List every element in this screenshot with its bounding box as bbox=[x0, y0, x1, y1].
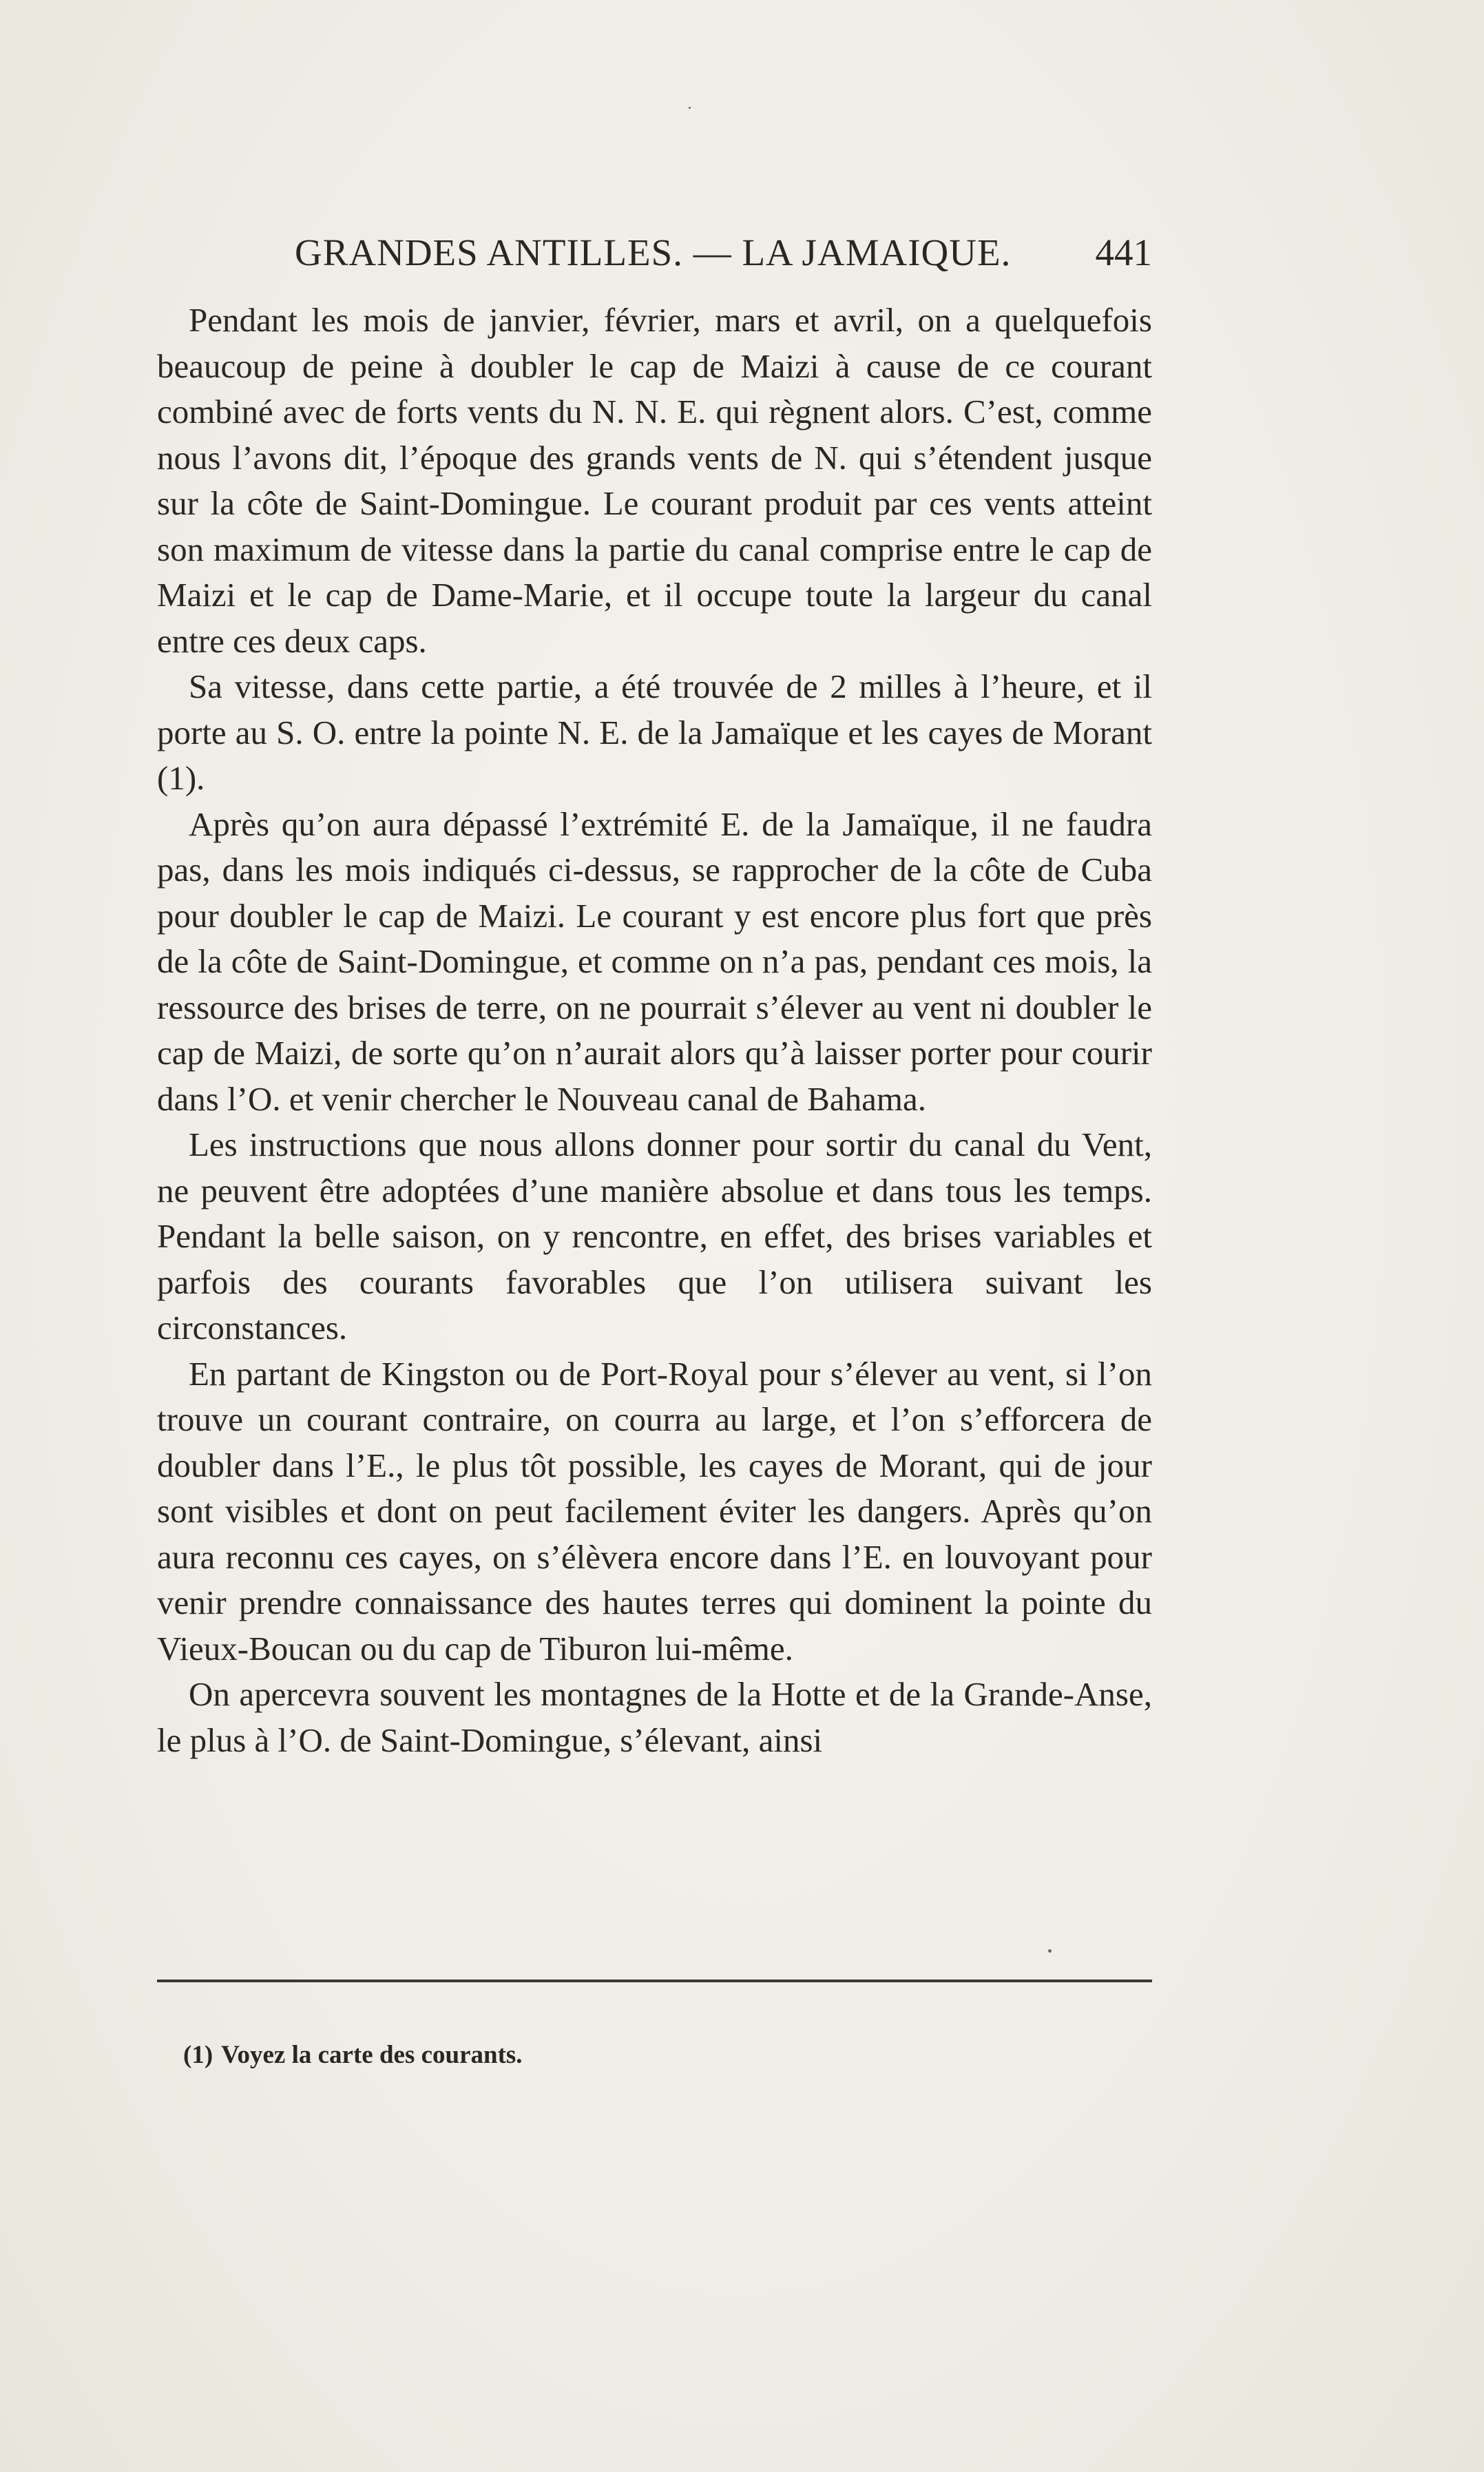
footnote-mark: (1) bbox=[183, 2041, 213, 2069]
footnote-text: Voyez la carte des courants. bbox=[221, 2041, 523, 2069]
paragraph: Pendant les mois de janvier, février, mars et avril, on a quelquefois beaucoup de peine à doubler le cap de Maizi à cause de ce courant combiné avec de forts vents du N. N. E. qui règnent alors. C’est, comme nous l’avons dit, l’époque des grands vents de N. qui s’étendent jusque sur la côte de Saint-Domingue. Le courant produit par ces vents atteint son maximum de vitesse dans la partie du canal comprise entre le cap de Maizi et le cap de Dame-Marie, et il occupe toute la largeur du canal entre ces deux caps. bbox=[157, 301, 1152, 660]
paragraph: En partant de Kingston ou de Port-Royal pour s’élever au vent, si l’on trouve un courant contraire, on courra au large, et l’on s’efforcera de doubler dans l’E., le plus tôt possible, les cayes de Morant, qui de jour sont visibles et dont on peut facilement éviter les dangers. Après qu’on aura reconnu ces cayes, on s’élèvera encore dans l’E. en louvoyant pour venir prendre connaissance des hautes terres qui dominent la pointe du Vieux-Boucan ou du cap de Tiburon lui-même. bbox=[157, 1354, 1152, 1668]
ink-speck bbox=[1048, 1949, 1052, 1953]
body-text bbox=[157, 298, 1152, 1763]
footnote-divider bbox=[157, 1980, 1152, 1982]
footnote bbox=[183, 2040, 1147, 2070]
paragraph: Les instructions que nous allons donner pour sortir du canal du Vent, ne peuvent être adoptées d’une manière absolue et dans tous les temps. Pendant la belle saison, on y rencontre, en effet, des brises variables et parfois des courants favorables que l’on utilisera suivant les circonstances. bbox=[157, 1125, 1152, 1347]
ink-speck bbox=[689, 107, 691, 109]
page-header bbox=[295, 231, 1152, 286]
page-number: 441 bbox=[1095, 231, 1152, 273]
running-title: GRANDES ANTILLES. — LA JAMAIQUE. bbox=[295, 231, 1012, 273]
paragraph: On apercevra souvent les montagnes de la Hotte et de la Grande-Anse, le plus à l’O. de Saint-Domingue, s’élevant, ainsi bbox=[157, 1675, 1152, 1759]
paragraph: Sa vitesse, dans cette partie, a été trouvée de 2 milles à l’heure, et il porte au S. O. entre la pointe N. E. de la Jamaïque et les cayes de Morant (1). bbox=[157, 667, 1152, 797]
paragraph: Après qu’on aura dépassé l’extrémité E. de la Jamaïque, il ne faudra pas, dans les mois indiqués ci-dessus, se rapprocher de la côte de Cuba pour doubler le cap de Maizi. Le courant y est encore plus fort que près de la côte de Saint-Domingue, et comme on n’a pas, pendant ces mois, la ressource des brises de terre, on ne pourrait s’élever au vent ni doubler le cap de Maizi, de sorte qu’on n’aurait alors qu’à laisser porter pour courir dans l’O. et venir chercher le Nouveau canal de Bahama. bbox=[157, 804, 1152, 1118]
